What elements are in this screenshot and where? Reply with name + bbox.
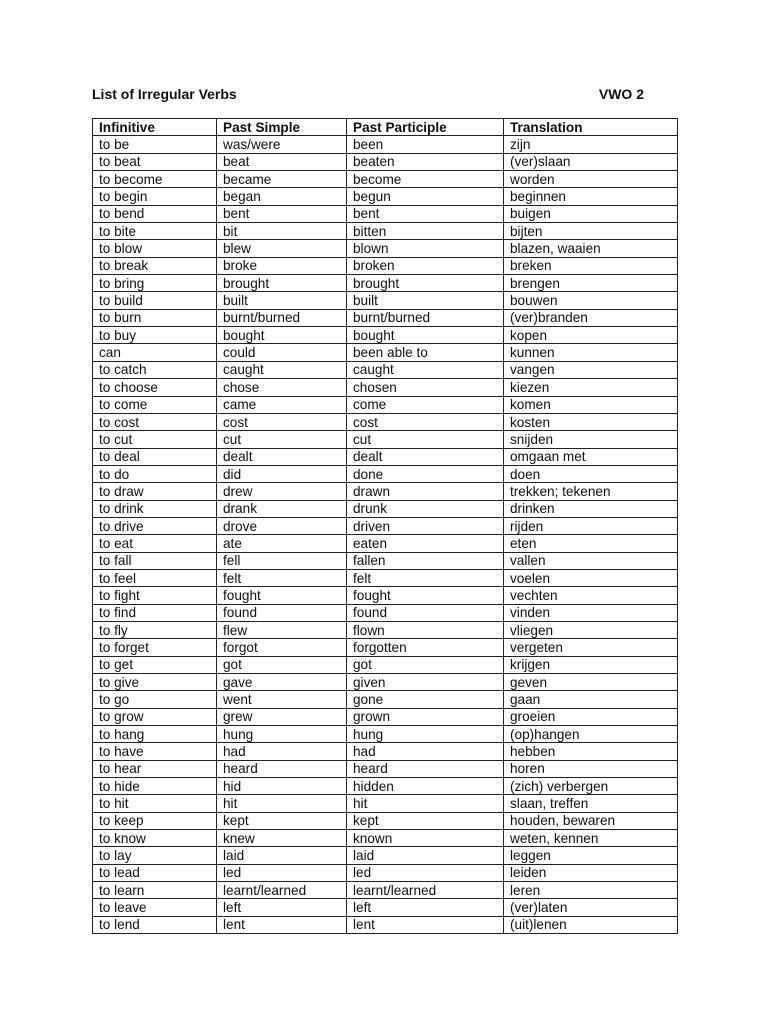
translation-cell: bijten (504, 223, 678, 240)
past-participle-cell: burnt/burned (347, 309, 504, 326)
translation-cell: leiden (504, 864, 678, 881)
table-row (93, 604, 678, 621)
table-row (93, 569, 678, 586)
table-row (93, 171, 678, 188)
past-simple-cell: became (217, 171, 347, 188)
past-simple-cell: blew (217, 240, 347, 257)
past-participle-cell: bent (347, 205, 504, 222)
table-row (93, 465, 678, 482)
past-simple-cell: kept (217, 812, 347, 829)
translation-cell: slaan, treffen (504, 795, 678, 812)
past-simple-cell: forgot (217, 639, 347, 656)
translation-cell: eten (504, 535, 678, 552)
infinitive-cell: to bend (93, 205, 217, 222)
infinitive-cell: to cost (93, 413, 217, 430)
table-row (93, 864, 678, 881)
translation-cell: (ver)laten (504, 899, 678, 916)
table-row (93, 240, 678, 257)
past-participle-cell: been (347, 136, 504, 153)
infinitive-cell: to drive (93, 517, 217, 534)
past-simple-cell: beat (217, 153, 347, 170)
translation-cell: kunnen (504, 344, 678, 361)
translation-cell: leren (504, 882, 678, 899)
table-row (93, 847, 678, 864)
table-row (93, 795, 678, 812)
table-header-row (93, 119, 678, 136)
table-row (93, 708, 678, 725)
infinitive-cell: to be (93, 136, 217, 153)
translation-cell: kosten (504, 413, 678, 430)
infinitive-cell: to deal (93, 448, 217, 465)
past-simple-cell: laid (217, 847, 347, 864)
past-simple-cell: knew (217, 830, 347, 847)
infinitive-cell: to break (93, 257, 217, 274)
past-simple-cell: lent (217, 916, 347, 933)
translation-cell: voelen (504, 569, 678, 586)
table-row (93, 153, 678, 170)
infinitive-cell: to fall (93, 552, 217, 569)
past-participle-cell: drawn (347, 483, 504, 500)
past-simple-cell: had (217, 743, 347, 760)
table-row (93, 292, 678, 309)
translation-cell: kopen (504, 327, 678, 344)
past-participle-cell: laid (347, 847, 504, 864)
header-past-simple: Past Simple (217, 119, 347, 136)
infinitive-cell: to choose (93, 379, 217, 396)
table-row (93, 830, 678, 847)
infinitive-cell: to come (93, 396, 217, 413)
infinitive-cell: to fly (93, 621, 217, 638)
infinitive-cell: to buy (93, 327, 217, 344)
infinitive-cell: to have (93, 743, 217, 760)
past-simple-cell: cut (217, 431, 347, 448)
past-simple-cell: was/were (217, 136, 347, 153)
past-participle-cell: cut (347, 431, 504, 448)
table-row (93, 448, 678, 465)
translation-cell: komen (504, 396, 678, 413)
past-simple-cell: bent (217, 205, 347, 222)
infinitive-cell: to hear (93, 760, 217, 777)
past-simple-cell: did (217, 465, 347, 482)
past-simple-cell: hit (217, 795, 347, 812)
past-participle-cell: blown (347, 240, 504, 257)
table-row (93, 136, 678, 153)
table-row (93, 431, 678, 448)
header-translation: Translation (504, 119, 678, 136)
translation-cell: omgaan met (504, 448, 678, 465)
past-simple-cell: felt (217, 569, 347, 586)
past-simple-cell: fought (217, 587, 347, 604)
table-row (93, 778, 678, 795)
past-simple-cell: fell (217, 552, 347, 569)
translation-cell: vergeten (504, 639, 678, 656)
translation-cell: horen (504, 760, 678, 777)
table-row (93, 517, 678, 534)
past-simple-cell: began (217, 188, 347, 205)
table-row (93, 691, 678, 708)
translation-cell: krijgen (504, 656, 678, 673)
infinitive-cell: to catch (93, 361, 217, 378)
past-simple-cell: left (217, 899, 347, 916)
table-row (93, 344, 678, 361)
past-simple-cell: dealt (217, 448, 347, 465)
table-row (93, 500, 678, 517)
infinitive-cell: to begin (93, 188, 217, 205)
table-row (93, 587, 678, 604)
infinitive-cell: to forget (93, 639, 217, 656)
infinitive-cell: to keep (93, 812, 217, 829)
past-simple-cell: bit (217, 223, 347, 240)
translation-cell: vliegen (504, 621, 678, 638)
document-title: List of Irregular Verbs (92, 86, 237, 102)
past-participle-cell: gone (347, 691, 504, 708)
translation-cell: vechten (504, 587, 678, 604)
infinitive-cell: to bite (93, 223, 217, 240)
translation-cell: beginnen (504, 188, 678, 205)
translation-cell: brengen (504, 275, 678, 292)
infinitive-cell: to give (93, 674, 217, 691)
table-row (93, 327, 678, 344)
past-participle-cell: brought (347, 275, 504, 292)
past-simple-cell: went (217, 691, 347, 708)
past-simple-cell: ate (217, 535, 347, 552)
translation-cell: vinden (504, 604, 678, 621)
infinitive-cell: to fight (93, 587, 217, 604)
translation-cell: kiezen (504, 379, 678, 396)
past-participle-cell: hidden (347, 778, 504, 795)
table-row (93, 899, 678, 916)
past-participle-cell: flown (347, 621, 504, 638)
infinitive-cell: to lead (93, 864, 217, 881)
past-participle-cell: begun (347, 188, 504, 205)
translation-cell: buigen (504, 205, 678, 222)
infinitive-cell: to beat (93, 153, 217, 170)
table-row (93, 309, 678, 326)
past-participle-cell: lent (347, 916, 504, 933)
document-level: VWO 2 (598, 86, 644, 102)
infinitive-cell: to drink (93, 500, 217, 517)
past-participle-cell: built (347, 292, 504, 309)
past-participle-cell: eaten (347, 535, 504, 552)
infinitive-cell: to bring (93, 275, 217, 292)
past-simple-cell: flew (217, 621, 347, 638)
table-row (93, 882, 678, 899)
past-simple-cell: drove (217, 517, 347, 534)
table-row (93, 275, 678, 292)
table-row (93, 257, 678, 274)
infinitive-cell: to grow (93, 708, 217, 725)
translation-cell: doen (504, 465, 678, 482)
infinitive-cell: to get (93, 656, 217, 673)
header-infinitive: Infinitive (93, 119, 217, 136)
past-participle-cell: given (347, 674, 504, 691)
infinitive-cell: to know (93, 830, 217, 847)
translation-cell: snijden (504, 431, 678, 448)
past-participle-cell: forgotten (347, 639, 504, 656)
past-simple-cell: burnt/burned (217, 309, 347, 326)
table-row (93, 396, 678, 413)
infinitive-cell: to hide (93, 778, 217, 795)
past-participle-cell: cost (347, 413, 504, 430)
translation-cell: vangen (504, 361, 678, 378)
infinitive-cell: to hang (93, 726, 217, 743)
past-participle-cell: dealt (347, 448, 504, 465)
translation-cell: rijden (504, 517, 678, 534)
infinitive-cell: to eat (93, 535, 217, 552)
translation-cell: (ver)slaan (504, 153, 678, 170)
translation-cell: (uit)lenen (504, 916, 678, 933)
past-simple-cell: heard (217, 760, 347, 777)
table-row (93, 361, 678, 378)
table-row (93, 379, 678, 396)
table-row (93, 413, 678, 430)
infinitive-cell: to feel (93, 569, 217, 586)
table-row (93, 188, 678, 205)
past-participle-cell: kept (347, 812, 504, 829)
table-row (93, 552, 678, 569)
translation-cell: vallen (504, 552, 678, 569)
translation-cell: hebben (504, 743, 678, 760)
translation-cell: (zich) verbergen (504, 778, 678, 795)
table-row (93, 916, 678, 933)
infinitive-cell: to cut (93, 431, 217, 448)
past-participle-cell: been able to (347, 344, 504, 361)
translation-cell: breken (504, 257, 678, 274)
translation-cell: trekken; tekenen (504, 483, 678, 500)
infinitive-cell: to blow (93, 240, 217, 257)
past-participle-cell: beaten (347, 153, 504, 170)
past-simple-cell: got (217, 656, 347, 673)
past-participle-cell: fallen (347, 552, 504, 569)
past-participle-cell: come (347, 396, 504, 413)
past-simple-cell: grew (217, 708, 347, 725)
past-simple-cell: bought (217, 327, 347, 344)
past-simple-cell: caught (217, 361, 347, 378)
past-participle-cell: grown (347, 708, 504, 725)
translation-cell: drinken (504, 500, 678, 517)
past-simple-cell: drew (217, 483, 347, 500)
past-simple-cell: cost (217, 413, 347, 430)
past-participle-cell: done (347, 465, 504, 482)
past-simple-cell: chose (217, 379, 347, 396)
past-simple-cell: built (217, 292, 347, 309)
table-row (93, 674, 678, 691)
past-participle-cell: broken (347, 257, 504, 274)
past-participle-cell: felt (347, 569, 504, 586)
past-simple-cell: hung (217, 726, 347, 743)
past-participle-cell: hung (347, 726, 504, 743)
translation-cell: leggen (504, 847, 678, 864)
infinitive-cell: to hit (93, 795, 217, 812)
infinitive-cell: to go (93, 691, 217, 708)
past-participle-cell: got (347, 656, 504, 673)
table-row (93, 205, 678, 222)
translation-cell: weten, kennen (504, 830, 678, 847)
translation-cell: bouwen (504, 292, 678, 309)
translation-cell: houden, bewaren (504, 812, 678, 829)
past-participle-cell: had (347, 743, 504, 760)
past-participle-cell: learnt/learned (347, 882, 504, 899)
past-participle-cell: caught (347, 361, 504, 378)
past-simple-cell: drank (217, 500, 347, 517)
past-simple-cell: came (217, 396, 347, 413)
past-participle-cell: left (347, 899, 504, 916)
translation-cell: geven (504, 674, 678, 691)
past-participle-cell: fought (347, 587, 504, 604)
infinitive-cell: to learn (93, 882, 217, 899)
infinitive-cell: can (93, 344, 217, 361)
page-header (92, 86, 644, 104)
past-simple-cell: found (217, 604, 347, 621)
infinitive-cell: to find (93, 604, 217, 621)
translation-cell: zijn (504, 136, 678, 153)
table-body (93, 136, 678, 934)
translation-cell: (op)hangen (504, 726, 678, 743)
table-row (93, 223, 678, 240)
infinitive-cell: to build (93, 292, 217, 309)
irregular-verbs-table (92, 118, 678, 934)
past-participle-cell: bitten (347, 223, 504, 240)
past-participle-cell: chosen (347, 379, 504, 396)
table-row (93, 656, 678, 673)
table-row (93, 726, 678, 743)
table-row (93, 760, 678, 777)
past-participle-cell: bought (347, 327, 504, 344)
translation-cell: (ver)branden (504, 309, 678, 326)
table-row (93, 812, 678, 829)
past-participle-cell: heard (347, 760, 504, 777)
past-participle-cell: hit (347, 795, 504, 812)
past-simple-cell: learnt/learned (217, 882, 347, 899)
table-row (93, 483, 678, 500)
table-row (93, 621, 678, 638)
past-simple-cell: could (217, 344, 347, 361)
past-participle-cell: led (347, 864, 504, 881)
past-participle-cell: known (347, 830, 504, 847)
table-row (93, 743, 678, 760)
past-simple-cell: gave (217, 674, 347, 691)
infinitive-cell: to become (93, 171, 217, 188)
infinitive-cell: to do (93, 465, 217, 482)
past-simple-cell: broke (217, 257, 347, 274)
translation-cell: groeien (504, 708, 678, 725)
translation-cell: gaan (504, 691, 678, 708)
infinitive-cell: to burn (93, 309, 217, 326)
translation-cell: blazen, waaien (504, 240, 678, 257)
translation-cell: worden (504, 171, 678, 188)
past-simple-cell: hid (217, 778, 347, 795)
past-simple-cell: led (217, 864, 347, 881)
infinitive-cell: to leave (93, 899, 217, 916)
infinitive-cell: to lend (93, 916, 217, 933)
past-participle-cell: drunk (347, 500, 504, 517)
past-participle-cell: found (347, 604, 504, 621)
past-participle-cell: driven (347, 517, 504, 534)
infinitive-cell: to draw (93, 483, 217, 500)
past-simple-cell: brought (217, 275, 347, 292)
header-past-participle: Past Participle (347, 119, 504, 136)
table-row (93, 535, 678, 552)
infinitive-cell: to lay (93, 847, 217, 864)
table-row (93, 639, 678, 656)
past-participle-cell: become (347, 171, 504, 188)
